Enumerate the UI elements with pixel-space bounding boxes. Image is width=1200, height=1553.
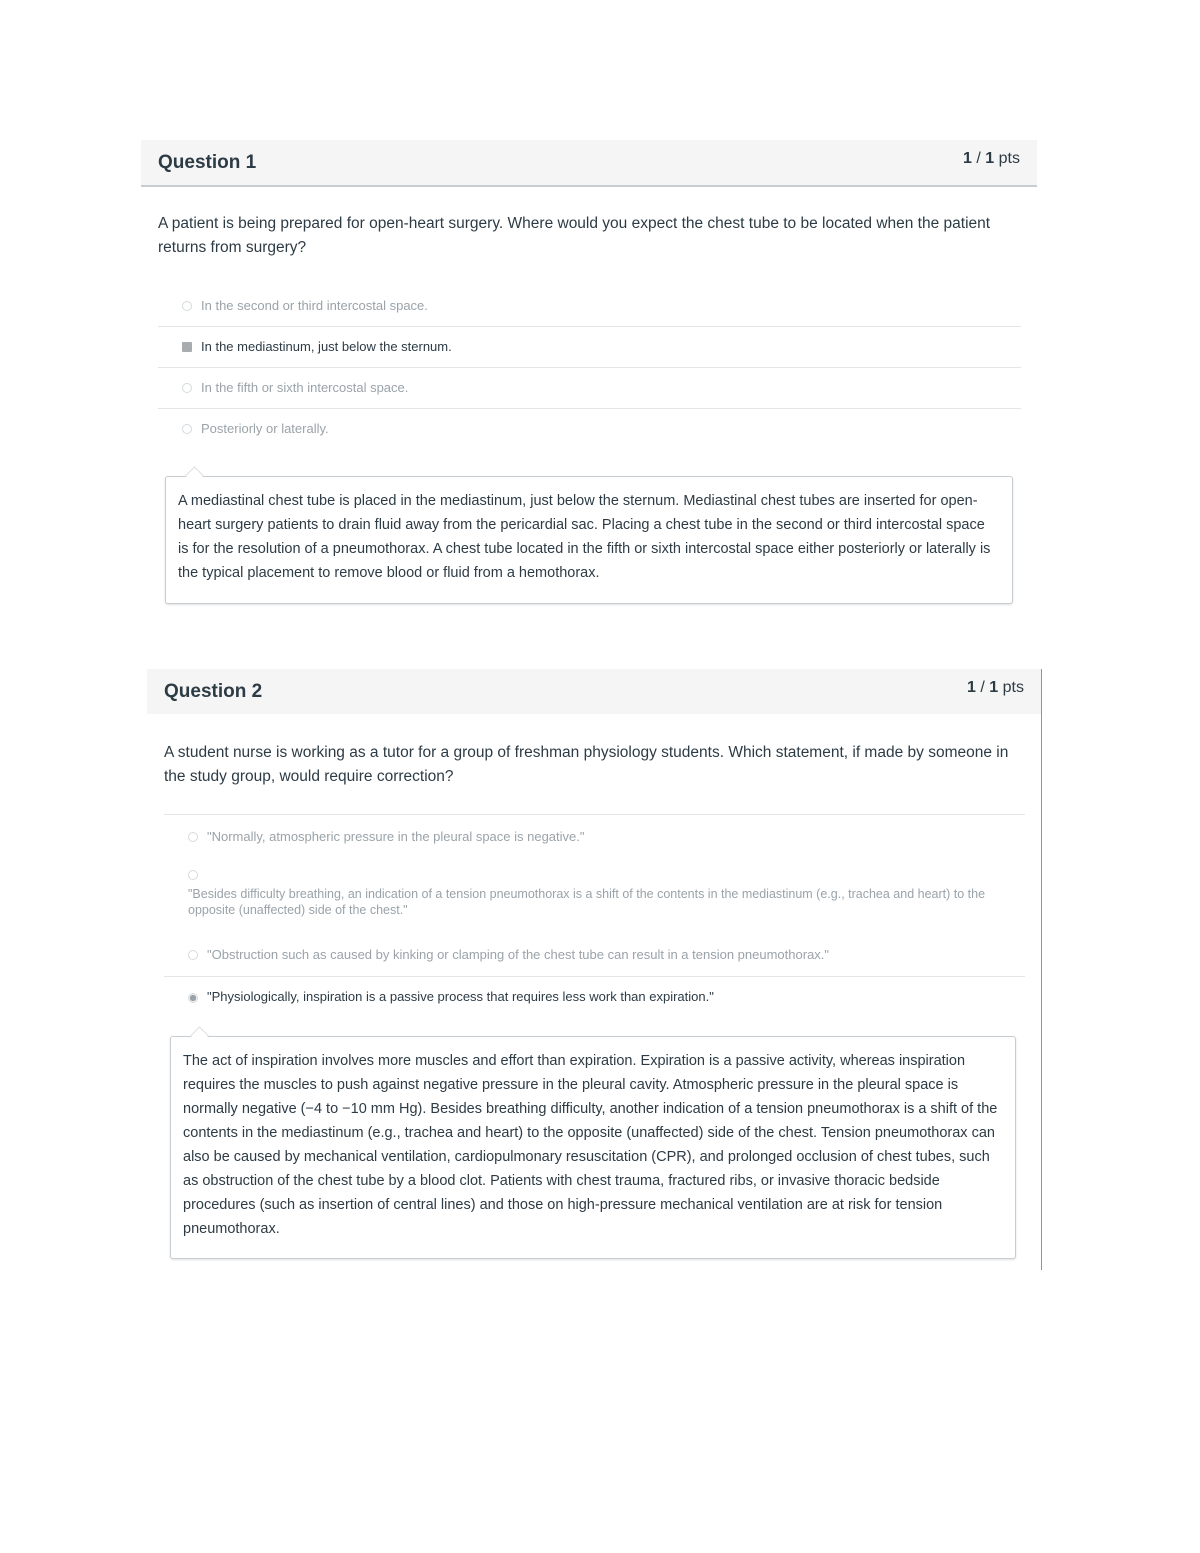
question-header: [147, 669, 1041, 714]
radio-icon: [188, 950, 198, 960]
answer-text: "Physiologically, inspiration is a passive process that requires less work than expiration.": [207, 989, 714, 1004]
answer-option: [158, 409, 1021, 449]
question-header: [141, 140, 1037, 187]
points-unit: pts: [994, 150, 1020, 167]
answer-text: "Normally, atmospheric pressure in the pleural space is negative.": [207, 829, 585, 844]
answer-text: "Obstruction such as caused by kinking or clamping of the chest tube can result in a tension pneumothorax.": [207, 947, 830, 962]
answer-option: [164, 936, 1025, 977]
answer-option-selected: [158, 327, 1021, 368]
answer-text: "Besides difficulty breathing, an indication of a tension pneumothorax is a shift of the contents in the mediastinum (e.g., trachea and heart) to the opposite (unaffected) side of the chest.": [188, 887, 986, 917]
answer-feedback: The act of inspiration involves more muscles and effort than expiration. Expiration is a passive activity, whereas inspiration requires the muscles to push against negative pressure in the pleural cavity. Atmospheric pressure in the pleural space is normally negative (−4 to −10 mm Hg). Besides breathing difficulty, another indication of a tension pneumothorax is a shift of the contents in the mediastinum (e.g., trachea and heart) to the opposite (unaffected) side of the chest. Tension pneumothorax can also be caused by mechanical ventilation, cardiopulmonary resuscitation (CPR), and prolonged occlusion of chest tubes, such as obstruction of the chest tube by a blood clot. Patients with chest trauma, fractured ribs, or invasive thoracic bedside procedures (such as insertion of central lines) and those on high-pressure mechanical ventilation are at risk for tension pneumothorax.: [170, 1036, 1016, 1259]
answer-option: [164, 815, 1025, 860]
points-earned: 1: [967, 679, 976, 696]
question-text: A patient is being prepared for open-heart surgery. Where would you expect the chest tube to be located when the patient returns from surgery?: [158, 215, 991, 256]
question-text: A student nurse is working as a tutor for a group of freshman physiology students. Which statement, if made by someone in the study group, would require correction?: [164, 744, 1009, 785]
selected-marker-icon: [182, 342, 192, 352]
question-2-card: [147, 669, 1042, 1270]
radio-icon: [182, 301, 192, 311]
answer-text: Posteriorly or laterally.: [201, 421, 329, 436]
answer-text: In the fifth or sixth intercostal space.: [201, 380, 409, 395]
radio-icon: [182, 383, 192, 393]
question-title: Question 2: [164, 681, 263, 702]
answer-text: In the second or third intercostal space.: [201, 298, 428, 313]
radio-selected-icon: [188, 993, 198, 1003]
answer-list: [158, 286, 1021, 449]
points-total: 1: [985, 150, 995, 167]
points-unit: pts: [998, 679, 1024, 696]
question-title: Question 1: [158, 152, 257, 173]
points-total: 1: [989, 679, 999, 696]
answer-option: [158, 368, 1021, 409]
question-points: [967, 679, 1024, 697]
answer-option-selected: [164, 977, 1025, 1017]
question-points: [963, 150, 1020, 168]
answer-list: [164, 814, 1025, 1017]
answer-option: [158, 286, 1021, 327]
points-earned: 1: [963, 150, 972, 167]
answer-text: In the mediastinum, just below the sternum.: [201, 339, 452, 354]
radio-icon: [182, 424, 192, 434]
question-1-card: [141, 140, 1037, 581]
points-separator: /: [971, 150, 986, 167]
radio-icon: [188, 870, 198, 880]
points-separator: /: [975, 679, 990, 696]
radio-icon: [188, 832, 198, 842]
answer-feedback: A mediastinal chest tube is placed in the mediastinum, just below the sternum. Mediastinal chest tubes are inserted for open-heart surgery patients to drain fluid away from the pericardial sac. Placing a chest tube in the second or third intercostal space is for the resolution of a pneumothorax. A chest tube located in the fifth or sixth intercostal space either posteriorly or laterally is the typical placement to remove blood or fluid from a hemothorax.: [165, 476, 1013, 604]
answer-option: [164, 870, 1025, 936]
